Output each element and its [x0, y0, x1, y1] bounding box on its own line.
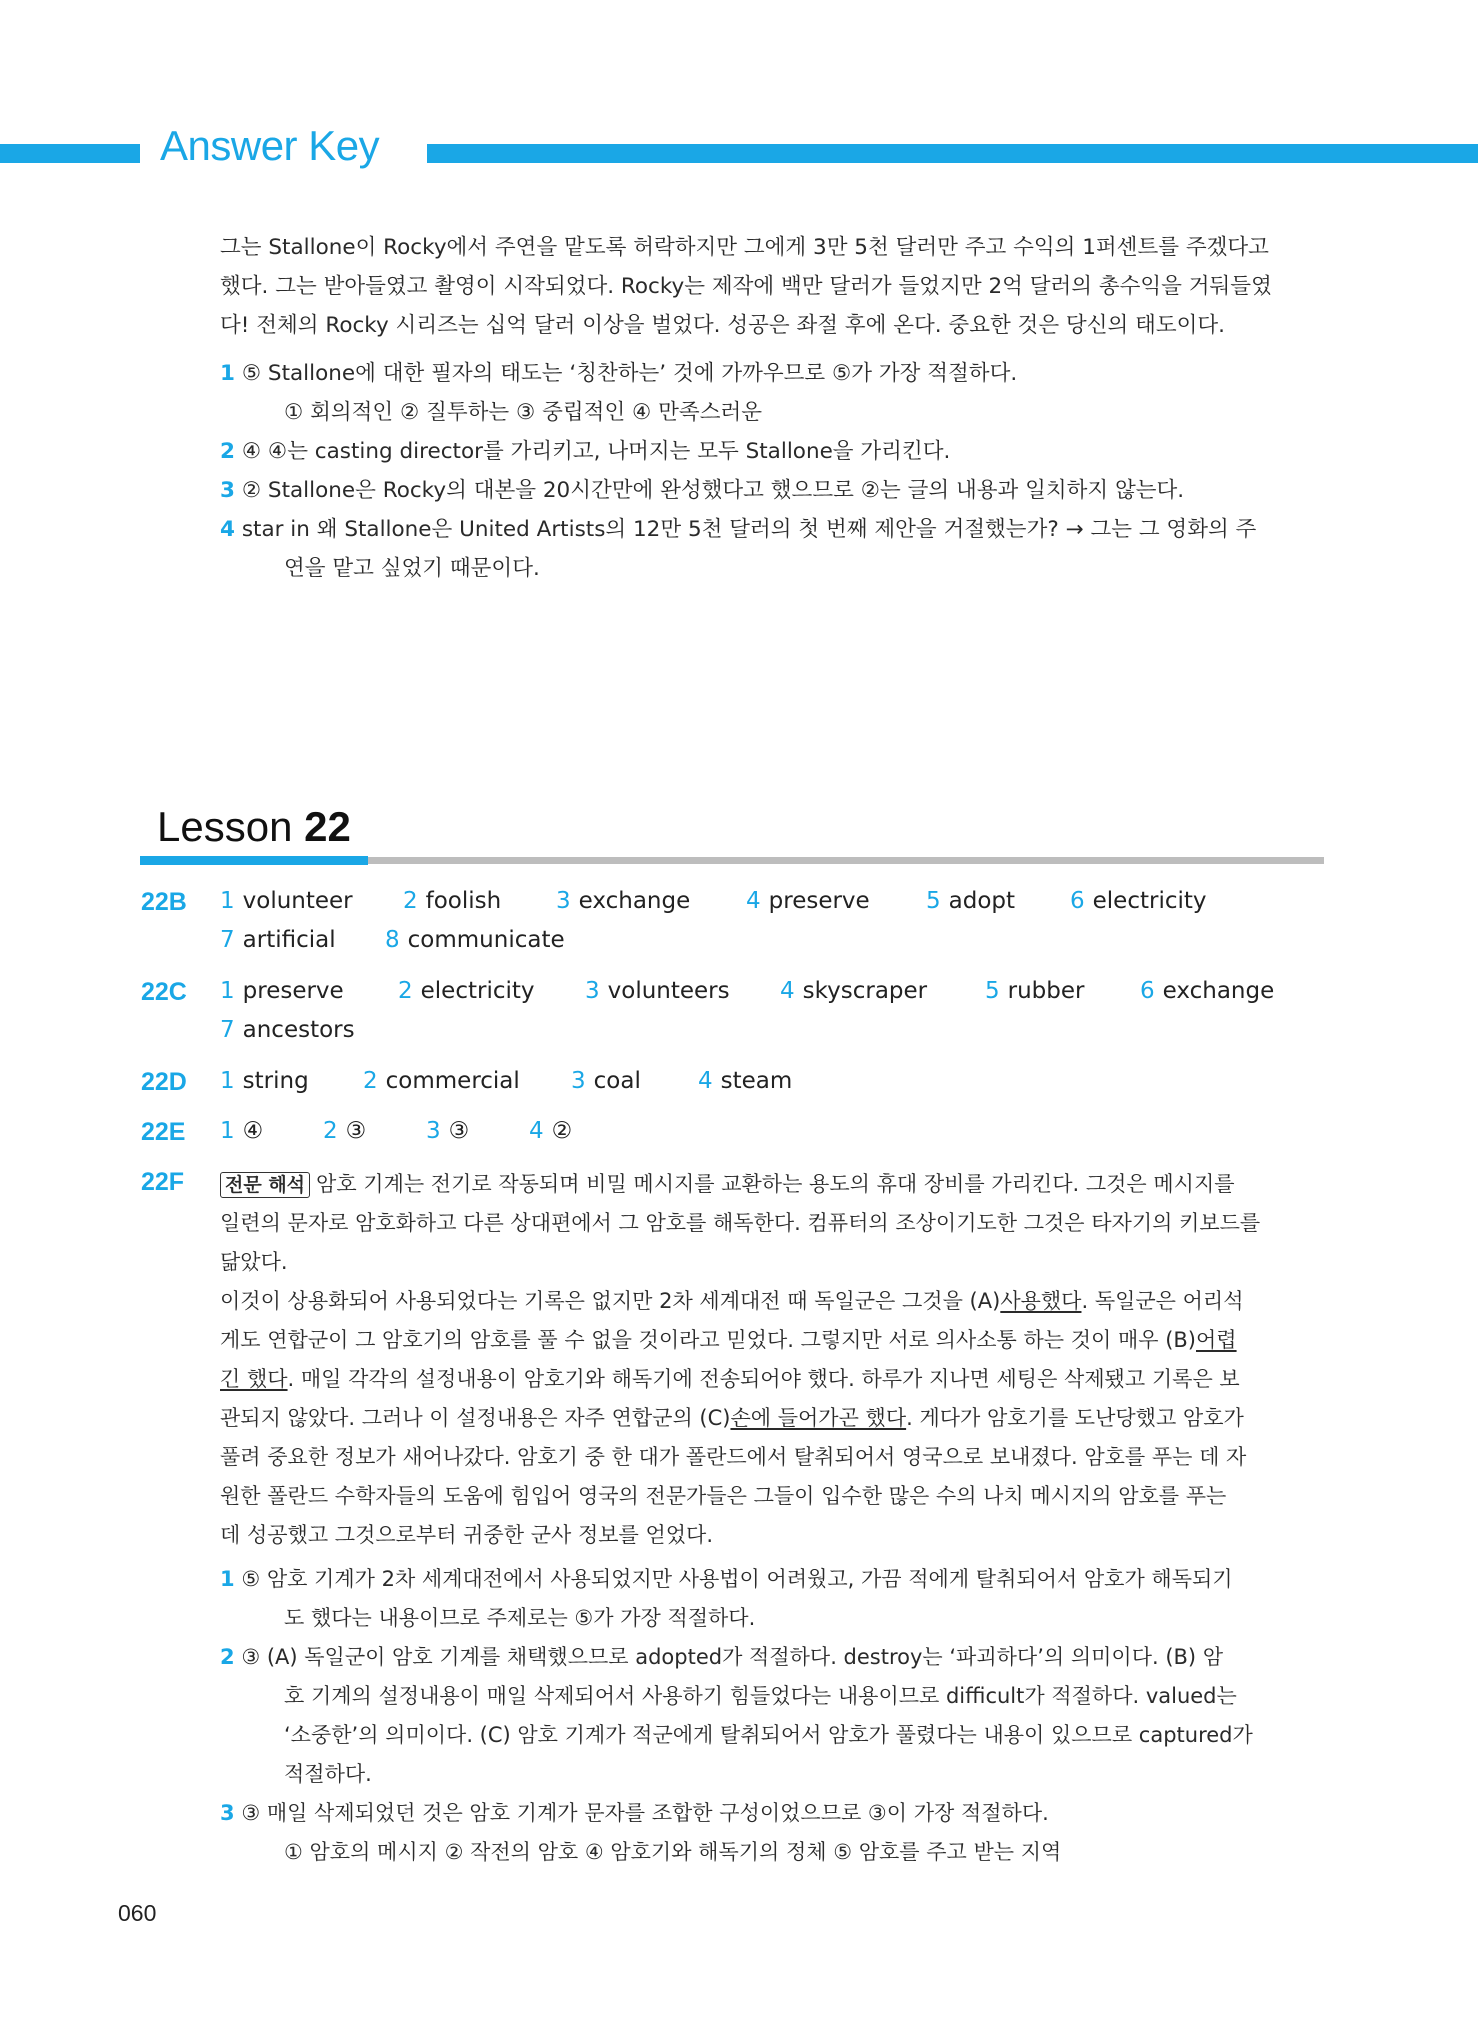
- answer-text: star in 왜 Stallone은 United Artists의 12만 5천 달러의 첫 번째 제안을 거절했는가? → 그는 그 영화의 주: [241, 517, 1257, 542]
- word-item: 6 exchange: [1140, 978, 1275, 1004]
- word-item: 5 rubber: [985, 978, 1085, 1004]
- translation-paragraph: [220, 1165, 1260, 1555]
- word-row: [220, 888, 1320, 926]
- answer-number: 1: [220, 1567, 235, 1591]
- answer-item: 2 ③ (A) 독일군이 암호 기계를 채택했으므로 adopted가 적절하다. destroy는 ‘파괴하다’의 의미이다. (B) 암: [220, 1645, 1224, 1669]
- intro-line: 했다. 그는 받아들였고 촬영이 시작되었다. Rocky는 제작에 백만 달러가 들었지만 2억 달러의 총수익을 거둬들였: [220, 274, 1272, 299]
- word-item: 1 volunteer: [220, 888, 353, 914]
- answer-item: 3 ③ 매일 삭제되었던 것은 암호 기계가 문자를 조합한 구성이었으므로 ③이 가장 적절하다.: [220, 1801, 1049, 1825]
- translation-line: 이것이 상용화되어 사용되었다는 기록은 없지만 2차 세계대전 때 독일군은 그것을 (A)사용했다. 독일군은 어리석: [220, 1289, 1244, 1313]
- word-item: 4 steam: [698, 1068, 793, 1094]
- page-title: Answer Key: [160, 122, 380, 169]
- answer-cont: ① 회의적인 ② 질투하는 ③ 중립적인 ④ 만족스러운: [284, 400, 763, 425]
- word-item: 2 electricity: [398, 978, 535, 1004]
- answer-text: ⑤ Stallone에 대한 필자의 태도는 ‘칭찬하는’ 것에 가까우므로 ⑤가 가장 적절하다.: [241, 361, 1018, 386]
- translation-line: 풀려 중요한 정보가 새어나갔다. 암호기 중 한 대가 폴란드에서 탈취되어서 영국으로 보내졌다. 암호를 푸는 데 자: [220, 1445, 1247, 1469]
- translation-line: 게도 연합군이 그 암호기의 암호를 풀 수 없을 것이라고 믿었다. 그렇지만 서로 의사소통 하는 것이 매우 (B)어렵: [220, 1328, 1237, 1352]
- answer-cont: ① 암호의 메시지 ② 작전의 암호 ④ 암호기와 해독기의 정체 ⑤ 암호를 주고 받는 지역: [284, 1840, 1062, 1864]
- word-item: 1 ④: [220, 1118, 264, 1144]
- word-row: [220, 1017, 1320, 1055]
- translation-line: 일련의 문자로 암호화하고 다른 상대편에서 그 암호를 해독한다. 컴퓨터의 조상이기도한 그것은 타자기의 키보드를: [220, 1211, 1261, 1235]
- answer-item: 1 ⑤ 암호 기계가 2차 세계대전에서 사용되었지만 사용법이 어려웠고, 가끔 적에게 탈취되어서 암호가 해독되기: [220, 1567, 1233, 1591]
- word-item: 4 preserve: [746, 888, 870, 914]
- lesson-number: 22: [304, 803, 351, 850]
- word-item: 1 string: [220, 1068, 309, 1094]
- answer-number: 2: [220, 1645, 235, 1669]
- answer-number: 3: [220, 1801, 235, 1825]
- word-item: 3 coal: [571, 1068, 641, 1094]
- lesson-prefix: Lesson: [157, 803, 293, 850]
- answer-number: 3: [220, 478, 235, 503]
- word-item: 1 preserve: [220, 978, 344, 1004]
- lesson-rule: [368, 857, 1324, 864]
- header-bar-right: [427, 144, 1478, 163]
- word-item: 4 ②: [529, 1118, 573, 1144]
- word-item: 3 exchange: [556, 888, 691, 914]
- translation-line: 데 성공했고 그것으로부터 귀중한 군사 정보를 얻었다.: [220, 1523, 714, 1547]
- word-row: [220, 978, 1320, 1016]
- intro-line: 그는 Stallone이 Rocky에서 주연을 맡도록 허락하지만 그에게 3만 5천 달러만 주고 수익의 1퍼센트를 주겠다고: [220, 235, 1269, 260]
- section-code: 22E: [141, 1118, 186, 1146]
- answer-cont: 도 했다는 내용이므로 주제로는 ⑤가 가장 적절하다.: [284, 1606, 756, 1630]
- word-item: 4 skyscraper: [780, 978, 928, 1004]
- word-row: [220, 1118, 1320, 1156]
- word-item: 7 ancestors: [220, 1017, 355, 1043]
- intro-answers: [220, 354, 1256, 588]
- word-row: [220, 1068, 1320, 1106]
- lesson-title: [157, 803, 351, 851]
- intro-line: 다! 전체의 Rocky 시리즈는 십억 달러 이상을 벌었다. 성공은 좌절 후에 온다. 중요한 것은 당신의 태도이다.: [220, 313, 1225, 338]
- lesson-rule-accent: [140, 856, 368, 865]
- answer-text: ② Stallone은 Rocky의 대본을 20시간만에 완성했다고 했으므로 ②는 글의 내용과 일치하지 않는다.: [241, 478, 1185, 503]
- translation-line: 관되지 않았다. 그러나 이 설정내용은 자주 연합군의 (C)손에 들어가곤 했다. 게다가 암호기를 도난당했고 암호가: [220, 1406, 1244, 1430]
- answer-cont: 적절하다.: [284, 1762, 372, 1786]
- section-code: 22C: [141, 978, 187, 1006]
- answer-text: ④ ④는 casting director를 가리키고, 나머지는 모두 Stallone을 가리킨다.: [241, 439, 951, 464]
- word-item: 2 foolish: [403, 888, 502, 914]
- page-number: 060: [118, 1900, 157, 1926]
- translation-line: 전문 해석 암호 기계는 전기로 작동되며 비밀 메시지를 교환하는 용도의 휴대 장비를 가리킨다. 그것은 메시지를: [220, 1165, 1260, 1204]
- translation-tag: 전문 해석: [220, 1172, 310, 1198]
- answer-number: 2: [220, 439, 235, 464]
- answer-item: [220, 432, 1256, 471]
- word-item: 3 ③: [426, 1118, 470, 1144]
- word-item: 6 electricity: [1070, 888, 1207, 914]
- section-code: 22D: [141, 1068, 187, 1096]
- word-item: 2 commercial: [363, 1068, 520, 1094]
- translation-line: 원한 폴란드 수학자들의 도움에 힘입어 영국의 전문가들은 그들이 입수한 많은 수의 나치 메시지의 암호를 푸는: [220, 1484, 1227, 1508]
- word-item: 8 communicate: [385, 927, 565, 953]
- answer-number: 1: [220, 361, 235, 386]
- answer-cont: 호 기계의 설정내용이 매일 삭제되어서 사용하기 힘들었다는 내용이므로 difficult가 적절하다. valued는: [284, 1684, 1237, 1708]
- answer-cont: ‘소중한’의 의미이다. (C) 암호 기계가 적군에게 탈취되어서 암호가 풀렸다는 내용이 있으므로 captured가: [284, 1723, 1253, 1747]
- header-bar-left: [0, 144, 140, 163]
- word-row: [220, 927, 1320, 965]
- intro-paragraph: [220, 228, 1272, 345]
- answer-number: 4: [220, 517, 235, 542]
- translation-line: 닮았다.: [220, 1250, 288, 1274]
- translation-line: 긴 했다. 매일 각각의 설정내용이 암호기와 해독기에 전송되어야 했다. 하루가 지나면 세팅은 삭제됐고 기록은 보: [220, 1367, 1240, 1391]
- answer-item: [220, 471, 1256, 510]
- word-item: 7 artificial: [220, 927, 336, 953]
- word-item: 5 adopt: [926, 888, 1016, 914]
- answer-item: [220, 354, 1256, 393]
- answer-cont: 연을 맡고 싶었기 때문이다.: [284, 556, 540, 581]
- answer-item: [220, 510, 1256, 549]
- word-item: 2 ③: [323, 1118, 367, 1144]
- lesson-answers: [220, 1560, 1253, 1872]
- section-code: 22F: [141, 1168, 185, 1196]
- section-code: 22B: [141, 888, 187, 916]
- word-item: 3 volunteers: [585, 978, 730, 1004]
